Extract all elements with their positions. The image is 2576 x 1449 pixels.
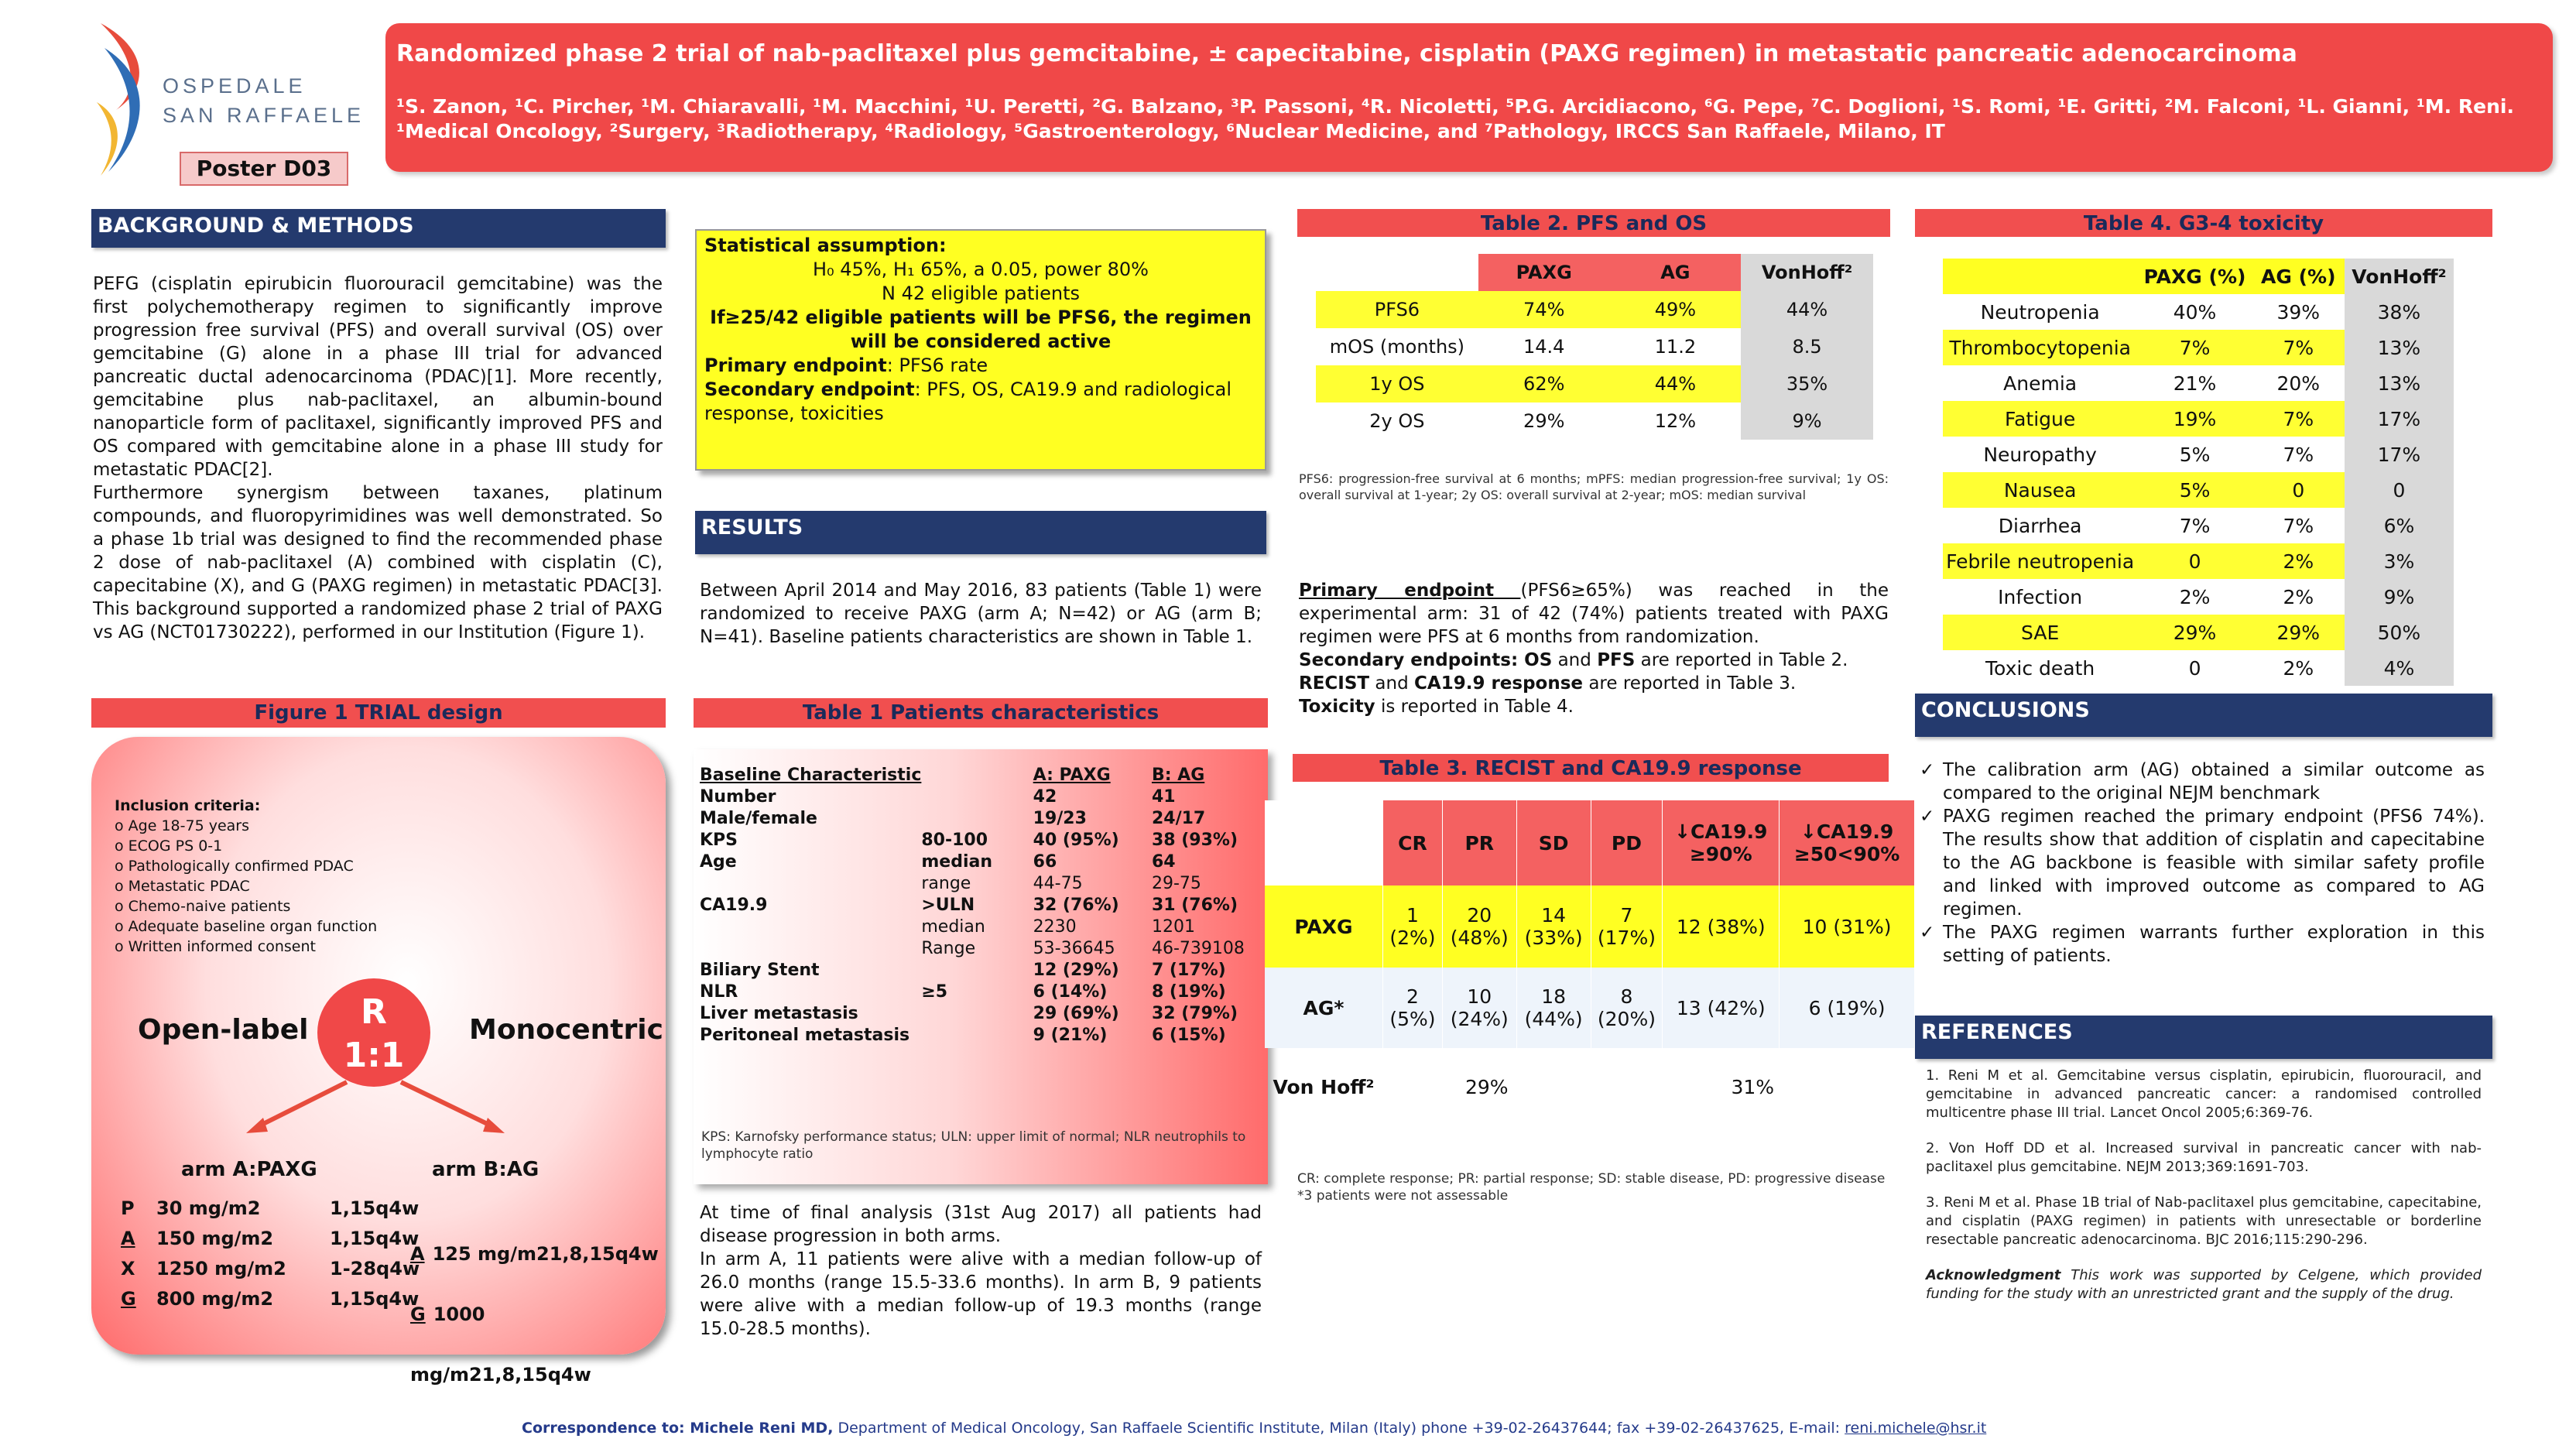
armA-row xyxy=(121,1254,420,1284)
conclusion-item: ✓ The calibration arm (AG) obtained a similar outcome as compared to the original NEJM benchmark xyxy=(1920,760,2485,803)
table1-row: median 2230 1201 xyxy=(921,917,1195,937)
pfs-os-table xyxy=(1316,254,1873,440)
results-heading: RESULTS xyxy=(695,511,1266,554)
stats-title: Statistical assumption: xyxy=(704,235,947,256)
table4-heading: Table 4. G3-4 toxicity xyxy=(1915,209,2492,237)
conclusions-list xyxy=(1920,759,2485,968)
armB-row xyxy=(410,1224,666,1284)
table2-row: mOS (months) 14.4 11.2 8.5 xyxy=(1316,328,1873,365)
armB-row xyxy=(410,1284,666,1405)
armA-schedule: 1,15q4w xyxy=(330,1288,420,1310)
inclusion-item: o Adequate baseline organ function xyxy=(115,918,378,935)
armA-row xyxy=(121,1224,420,1254)
footer-correspondence xyxy=(522,1420,1986,1437)
footer-email-link[interactable]: reni.michele@hsr.it xyxy=(1845,1420,1987,1437)
open-label: Open-label xyxy=(138,1014,309,1046)
table4-row: Infection 2% 2% 9% xyxy=(1943,579,2454,615)
table4-row: Nausea 5% 0 0 xyxy=(1943,472,2454,508)
results-followup xyxy=(700,1201,1262,1341)
armA-drug: P xyxy=(121,1197,135,1219)
table1-row: Number 42 41 xyxy=(700,787,1176,807)
armA-row xyxy=(121,1284,420,1314)
armA-schedule: 1-28q4w xyxy=(330,1258,420,1279)
armA-row xyxy=(121,1194,420,1224)
table1-row: NLR ≥5 6 (14%) 8 (19%) xyxy=(700,982,1226,1002)
table2-row: 2y OS 29% 12% 9% xyxy=(1316,402,1873,440)
toxicity-table xyxy=(1943,259,2454,686)
table4-row: Toxic death 0 2% 4% xyxy=(1943,650,2454,686)
armB-regimen xyxy=(410,1224,666,1405)
stats-secondary: Secondary endpoint: PFS, OS, CA19.9 and radiological response, toxicities xyxy=(704,379,1232,424)
logo-ribbon-icon xyxy=(93,17,163,180)
check-icon: ✓ xyxy=(1920,760,1935,780)
t2-head-vonhoff: VonHoff² xyxy=(1741,254,1873,291)
table1-row: Peritoneal metastasis 9 (21%) 6 (15%) xyxy=(700,1026,1226,1045)
stats-n: N 42 eligible patients xyxy=(882,283,1080,304)
randomization-ratio: 1:1 xyxy=(343,1036,405,1075)
table3-footnote: CR: complete response; PR: partial response; SD: stable disease, PD: progressive disease *3 patients were not assessable xyxy=(1297,1171,1886,1204)
table2-row: 1y OS 62% 44% 35% xyxy=(1316,365,1873,402)
table1-heading: Table 1 Patients characteristics xyxy=(694,698,1268,728)
t3-vh-row: Von Hoff² 29% 31% xyxy=(1265,1048,1915,1125)
background-p1: PEFG (cisplatin epirubicin fluorouracil gemcitabine) was the first polychemotherapy regimen to significantly improve progression free survival (PFS) and overall survival (OS) over gemcitabine (G) alone in a phase III trial for advanced pancreatic ductal adenocarcinoma (PDAC)[1]. More recently, gemcitabine plus nab-paclitaxel, an albumin-bound nanoparticle form of paclitaxel, significantly improved PFS and OS compared with gemcitabine alone in a phase III study for metastatic PDAC[2]. xyxy=(93,274,663,480)
table4-row: Diarrhea 7% 7% 6% xyxy=(1943,508,2454,543)
statistical-assumption-box xyxy=(695,229,1266,471)
table1-row: range 44-75 29-75 xyxy=(921,874,1201,893)
recist-ca199-table xyxy=(1265,800,1915,1125)
stats-primary: Primary endpoint: PFS6 rate xyxy=(704,355,988,376)
t2-head-ag: AG xyxy=(1610,254,1741,291)
monocentric: Monocentric xyxy=(469,1014,663,1046)
table1-footnote: KPS: Karnofsky performance status; ULN: upper limit of normal; NLR neutrophils to lymphocyte ratio xyxy=(701,1129,1246,1162)
conclusion-item: ✓ PAXG regimen reached the primary endpoint (PFS6 74%). The results show that addition of cisplatin and capecitabine to the AG backbone is feasible with similar safety profile and linked with improved outcome as compared to AG regimen. xyxy=(1920,807,2485,920)
inclusion-item: o Metastatic PDAC xyxy=(115,878,250,895)
background-text xyxy=(93,272,663,644)
inclusion-item: o Chemo-naive patients xyxy=(115,898,291,915)
t3-head-row: CR PR SD PD ↓CA19.9 ≥90% ↓CA19.9 ≥50<90% xyxy=(1265,800,1915,886)
table4-row: Febrile neutropenia 0 2% 3% xyxy=(1943,543,2454,579)
armB-drug: A xyxy=(410,1243,425,1265)
armA-schedule: 1,15q4w xyxy=(330,1228,420,1249)
t2-head-paxg: PAXG xyxy=(1478,254,1610,291)
armA-schedule: 1,15q4w xyxy=(330,1197,420,1219)
table1-row: CA19.9 >ULN 32 (76%) 31 (76%) xyxy=(700,896,1238,915)
table1-header: Baseline Characteristic A: PAXG B: AG xyxy=(700,766,1205,785)
header-banner xyxy=(385,23,2553,172)
table1-row: Age median 66 64 xyxy=(700,852,1176,872)
table1-row: KPS 80-100 40 (95%) 38 (93%) xyxy=(700,831,1238,850)
t4-head-vonhoff: VonHoff² xyxy=(2345,259,2454,294)
footer-text: Department of Medical Oncology, San Raffaele Scientific Institute, Milan (Italy) phone +39-02-26437644; fax +39-02-26437625, E-mail: xyxy=(833,1420,1845,1437)
table4-row: Neutropenia 40% 39% 38% xyxy=(1943,294,2454,330)
table3-heading: Table 3. RECIST and CA19.9 response xyxy=(1293,754,1889,782)
background-heading: BACKGROUND & METHODS xyxy=(91,209,666,248)
acknowledgment: Acknowledgment This work was supported by Celgene, which provided funding for the study with an unrestricted grant and the supply of the drug. xyxy=(1926,1267,2482,1302)
armB-dose: 1000 mg/m21,8,15q4w xyxy=(410,1303,591,1386)
results-p2: At time of final analysis (31st Aug 2017) all patients had disease progression in both arms. xyxy=(700,1203,1262,1246)
armB-drug: G xyxy=(410,1303,426,1325)
logo-line2: SAN RAFFAELE xyxy=(163,104,365,127)
t3-paxg-row: PAXG 1 (2%) 20 (48%) 14 (33%) 7 (17%) 12 (38%) 10 (31%) xyxy=(1265,886,1915,968)
armB-dose: 125 mg/m21,8,15q4w xyxy=(432,1243,659,1265)
inclusion-item: o Pathologically confirmed PDAC xyxy=(115,858,354,875)
authors: ¹S. Zanon, ¹C. Pircher, ¹M. Chiaravalli, ¹M. Macchini, ¹U. Peretti, ²G. Balzano, ³P. Passoni, ⁴R. Nicoletti, ⁵P.G. Arcidiacono, ⁶G. Pepe, ⁷C. Doglioni, ¹S. Romi, ¹E. Gritti, ²M. Falconi, ¹L. Gianni, ¹M. Reni. xyxy=(396,95,2514,118)
armA-drug: G xyxy=(121,1288,136,1310)
conclusion-item: ✓ The PAXG regimen warrants further exploration in this setting of patients. xyxy=(1920,923,2485,966)
stats-rule: If≥25/42 eligible patients will be PFS6, the regimen will be considered active xyxy=(710,307,1252,352)
armA-drug: X xyxy=(121,1258,135,1279)
trial-design-figure xyxy=(91,737,666,1386)
table4-row: Neuropathy 5% 7% 17% xyxy=(1943,437,2454,472)
table2-heading: Table 2. PFS and OS xyxy=(1297,209,1890,237)
poster-title: Randomized phase 2 trial of nab-paclitaxel plus gemcitabine, ± capecitabine, cisplatin (PAXG regimen) in metastatic pancreatic adenocarcinoma xyxy=(396,40,2297,67)
reference-item: 3. Reni M et al. Phase 1B trial of Nab-paclitaxel plus gemcitabine, capecitabine, and cisplatin (PAXG regimen) in patients with unresectable or borderline resectable pancreatic adenocarcinoma. BJC 2016;115:290-296. xyxy=(1926,1194,2482,1248)
references-list xyxy=(1926,1067,2482,1303)
armA-dose: 1250 mg/m2 xyxy=(156,1258,286,1279)
armB-title: arm B:AG xyxy=(432,1158,540,1181)
armA-drug: A xyxy=(121,1228,135,1249)
patients-characteristics-table xyxy=(694,749,1268,1184)
stats-hypothesis: H₀ 45%, H₁ 65%, a 0.05, power 80% xyxy=(813,259,1149,280)
table1-row: Range 53-36645 46-739108 xyxy=(921,939,1245,958)
t3-ag-row: AG* 2 (5%) 10 (24%) 18 (44%) 8 (20%) 13 (42%) 6 (19%) xyxy=(1265,968,1915,1048)
armA-title: arm A:PAXG xyxy=(181,1158,317,1181)
table4-row: Anemia 21% 20% 13% xyxy=(1943,365,2454,401)
table4-row: Thrombocytopenia 7% 7% 13% xyxy=(1943,330,2454,365)
table1-row: Liver metastasis 29 (69%) 32 (79%) xyxy=(700,1004,1238,1023)
armA-dose: 30 mg/m2 xyxy=(156,1197,261,1219)
references-heading: REFERENCES xyxy=(1915,1016,2492,1059)
t4-head-paxg: PAXG (%) xyxy=(2137,259,2252,294)
footer-label: Correspondence to: Michele Reni MD, xyxy=(522,1420,834,1437)
table1-row: Biliary Stent 12 (29%) 7 (17%) xyxy=(700,961,1226,980)
table2-row: PFS6 74% 49% 44% xyxy=(1316,291,1873,328)
conclusions-heading: CONCLUSIONS xyxy=(1915,694,2492,737)
inclusion-title: Inclusion criteria: xyxy=(115,797,261,814)
inclusion-item: o Age 18-75 years xyxy=(115,817,249,834)
affiliations: ¹Medical Oncology, ²Surgery, ³Radiotherapy, ⁴Radiology, ⁵Gastroenterology, ⁶Nuclear Medicine, and ⁷Pathology, IRCCS San Raffaele, Milano, IT xyxy=(396,120,1945,142)
armA-dose: 150 mg/m2 xyxy=(156,1228,274,1249)
armA-regimen xyxy=(121,1194,420,1314)
inclusion-item: o ECOG PS 0-1 xyxy=(115,838,223,855)
reference-item: 2. Von Hoff DD et al. Increased survival in pancreatic cancer with nab-paclitaxel plus gemcitabine. NEJM 2013;369:1691-703. xyxy=(1926,1140,2482,1175)
results-p3: In arm A, 11 patients were alive with a median follow-up of 26.0 months (range 15.5-33.6 months). In arm B, 9 patients were alive with a median follow-up of 19.3 months (range 15.0-28.5 months). xyxy=(700,1249,1262,1339)
results-p1: Between April 2014 and May 2016, 83 patients (Table 1) were randomized to receive PAXG (arm A; N=42) or AG (arm B; N=41). Baseline patients characteristics are shown in Table 1. xyxy=(700,581,1262,647)
logo-line1: OSPEDALE xyxy=(163,74,307,98)
table2-footnote: PFS6: progression-free survival at 6 months; mPFS: median progression-free survival; 1y OS: overall survival at 1-year; 2y OS: overall survival at 2-year; mOS: median survival xyxy=(1299,471,1889,502)
reference-item: 1. Reni M et al. Gemcitabine versus cisplatin, epirubicin, fluorouracil, and gemcitabine in advanced pancreatic cancer: a randomised controlled multicentre phase III trial. Lancet Oncol 2005;6:369-76. xyxy=(1926,1067,2482,1121)
inclusion-item: o Written informed consent xyxy=(115,938,316,955)
t4-head-ag: AG (%) xyxy=(2252,259,2345,294)
check-icon: ✓ xyxy=(1920,807,1935,827)
table4-row: Fatigue 19% 7% 17% xyxy=(1943,401,2454,437)
armA-dose: 800 mg/m2 xyxy=(156,1288,274,1310)
primary-endpoint-text: Primary endpoint (PFS6≥65%) was reached in the experimental arm: 31 of 42 (74%) patients treated with PAXG regimen were PFS at 6 months from randomization. Secondary endpoints: OS and PFS are reported in Table 2. RECIST and CA19.9 response are reported in Table 3. Toxicity is reported in Table 4. xyxy=(1299,581,1889,717)
table1-row: Male/female 19/23 24/17 xyxy=(700,809,1206,828)
check-icon: ✓ xyxy=(1920,923,1935,943)
background-p2: Furthermore synergism between taxanes, platinum compounds, and fluoropyrimidines was well demonstrated. So a phase 1b trial was designed to find the recommended phase 2 dose of nab-paclitaxel (A) combined with cisplatin (C), capecitabine (X), and G (PAXG regimen) in metastatic PDAC[3]. This background supported a randomized phase 2 trial of PAXG vs AG (NCT01730222), performed in our Institution (Figure 1). xyxy=(93,483,663,642)
figure1-heading: Figure 1 TRIAL design xyxy=(91,698,666,728)
table4-row: SAE 29% 29% 50% xyxy=(1943,615,2454,650)
randomization-r: R xyxy=(361,992,387,1032)
poster-id-badge: Poster D03 xyxy=(180,152,348,186)
author-block xyxy=(396,94,2548,144)
